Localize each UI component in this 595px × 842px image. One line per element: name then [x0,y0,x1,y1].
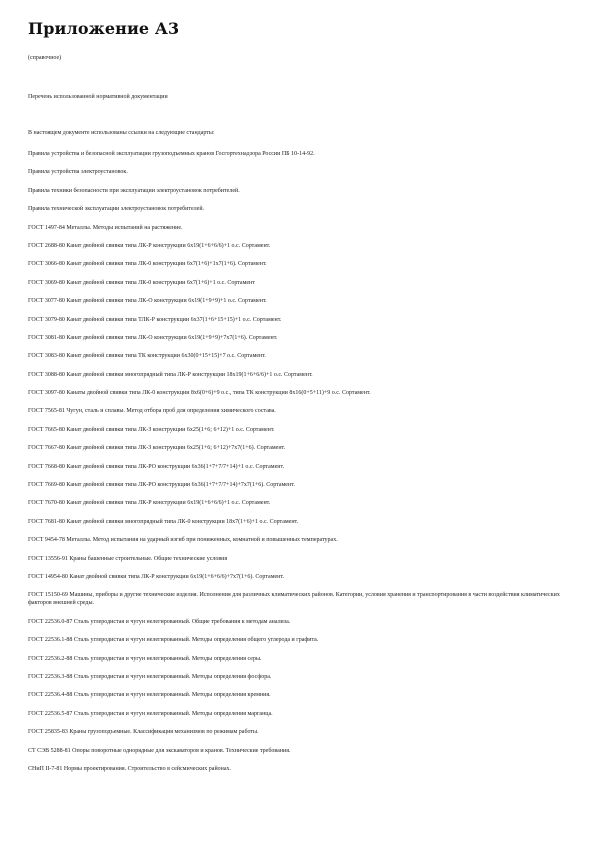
reference-item: ГОСТ 7669-80 Канат двойной свивки типа ЛК-РО конструкции 6х36(1+7+7/7+14)+7х7(1+6). Сортамент. [28,482,295,489]
reference-item: ГОСТ 3097-80 Канаты двойной свивки типа ЛК-0 конструкции 8х6(0+6)+9 о.с., типа ТК конструкции 8х16(0+5+11)+9 о.с. Сортамент. [28,390,371,397]
reference-item: ГОСТ 3079-80 Канат двойной свивки типа ТЛК-Р конструкции 6х37(1+6+15+15)+1 о.с. Сортамент. [28,316,282,323]
reference-item: ГОСТ 22536.1-88 Сталь углеродистая и чугун нелегированный. Методы определения общего углерода и графита. [28,637,319,644]
reference-item: ГОСТ 22536.4-88 Сталь углеродистая и чугун нелегированный. Методы определения кремния. [28,692,271,699]
reference-item: ГОСТ 7667-80 Канат двойной свивки типа ЛК-З конструкции 6х25(1+6; 6+12)+7х7(1+6). Сортамент. [28,445,286,452]
reference-item: ГОСТ 3088-80 Канат двойной свивки многопрядный типа ЛК-Р конструкции 18х19(1+6+6/6)+1 о.с. Сортамент. [28,371,313,378]
reference-item: ГОСТ 15150-69 Машины, приборы и другие технические изделия. Исполнения для различных климатических районов. Категории, условия хранения и транспортирования в части воздействия климатических факторов внешней среды. [28,592,560,607]
reference-item: ГОСТ 13556-91 Краны башенные строительные. Общие технические условия [28,555,228,562]
references-heading: Перечень использованной нормативной документации [28,94,168,100]
reference-item: ГОСТ 7565-81 Чугун, сталь и сплавы. Метод отбора проб для определения химического состава. [28,408,276,415]
page-subtitle: (справочное) [28,55,62,61]
reference-item: СТ СЭВ 5288-81 Опоры поворотные однорядные для экскаваторов и кранов. Технические требования. [28,747,291,754]
reference-item: ГОСТ 2688-80 Канат двойной свивки типа ЛК-Р конструкции 6х19(1+6+6/6)+1 о.с. Сортамент. [28,242,271,249]
reference-item: ГОСТ 1497-84 Металлы. Методы испытаний на растяжение. [28,224,183,231]
reference-item: Правила устройства электроустановок. [28,169,128,176]
reference-item: ГОСТ 22536.5-87 Сталь углеродистая и чугун нелегированный. Методы определения марганца. [28,710,273,717]
reference-item: ГОСТ 7681-80 Канат двойной свивки многопрядный типа ЛК-0 конструкции 18х7(1+6)+1 о.с. Сортамент. [28,518,299,525]
reference-item: ГОСТ 22536.0-87 Сталь углеродистая и чугун нелегированный. Общие требования к методам анализа. [28,618,291,625]
reference-item: ГОСТ 3083-80 Канат двойной свивки типа ТК конструкции 6х30(0+15+15)+7 о.с. Сортамент. [28,353,266,360]
reference-item: ГОСТ 25835-83 Краны грузоподъемные. Классификация механизмов по режимам работы. [28,729,259,736]
reference-item: ГОСТ 9454-78 Металлы. Метод испытания на ударный изгиб при пониженных, комнатной и повышенных температурах. [28,537,338,544]
reference-item: Правила технической эксплуатации электроустановок потребителей. [28,206,205,213]
reference-item: Правила техники безопасности при эксплуатации электроустановок потребителей. [28,187,240,194]
reference-item: ГОСТ 14954-80 Канат двойной свивки типа ЛК-Р конструкции 6х19(1+6+6/6)+7х7(1+6). Сортамент. [28,573,285,580]
reference-item: Правила устройства и безопасной эксплуатации грузоподъемных кранов Госгортехнадзора России ПБ 10-14-92. [28,151,315,157]
reference-item: ГОСТ 3081-80 Канат двойной свивки типа ЛК-О конструкции 6х19(1+9+9)+7х7(1+6). Сортамент. [28,334,278,341]
reference-item: ГОСТ 3069-80 Канат двойной свивки типа ЛК-0 конструкции 6х7(1+6)+1 о.с. Сортамент [28,279,255,286]
reference-item: ГОСТ 7670-80 Канат двойной свивки типа ЛК-Р конструкции 6х19(1+6+6/6)+1 о.с. Сортамент. [28,500,271,507]
reference-item: ГОСТ 7668-80 Канат двойной свивки типа ЛК-РО конструкции 6х36(1+7+7/7+14)+1 о.с. Сортамент. [28,463,285,470]
page-title: Приложение А3 [28,19,180,38]
reference-item: ГОСТ 3066-80 Канат двойной свивки типа ЛК-0 конструкции 6х7(1+6)+1х7(1+6). Сортамент. [28,261,267,268]
references-intro: В настоящем документе использованы ссылки на следующие стандарты: [28,130,215,136]
reference-item: ГОСТ 22536.2-88 Сталь углеродистая и чугун нелегированный. Методы определения серы. [28,655,262,662]
reference-item: СНиП II-7-81 Нормы проектирования. Строительство в сейсмических районах. [28,765,232,772]
reference-item: ГОСТ 22536.3-88 Сталь углеродистая и чугун нелегированный. Методы определения фосфора. [28,673,272,680]
reference-item: ГОСТ 7665-80 Канат двойной свивки типа ЛК-З конструкции 6х25(1+6; 6+12)+1 о.с. Сортамент. [28,426,275,433]
reference-item: ГОСТ 3077-80 Канат двойной свивки типа ЛК-О конструкции 6х19(1+9+9)+1 о.с. Сортамент. [28,298,267,305]
references-list [28,150,573,783]
